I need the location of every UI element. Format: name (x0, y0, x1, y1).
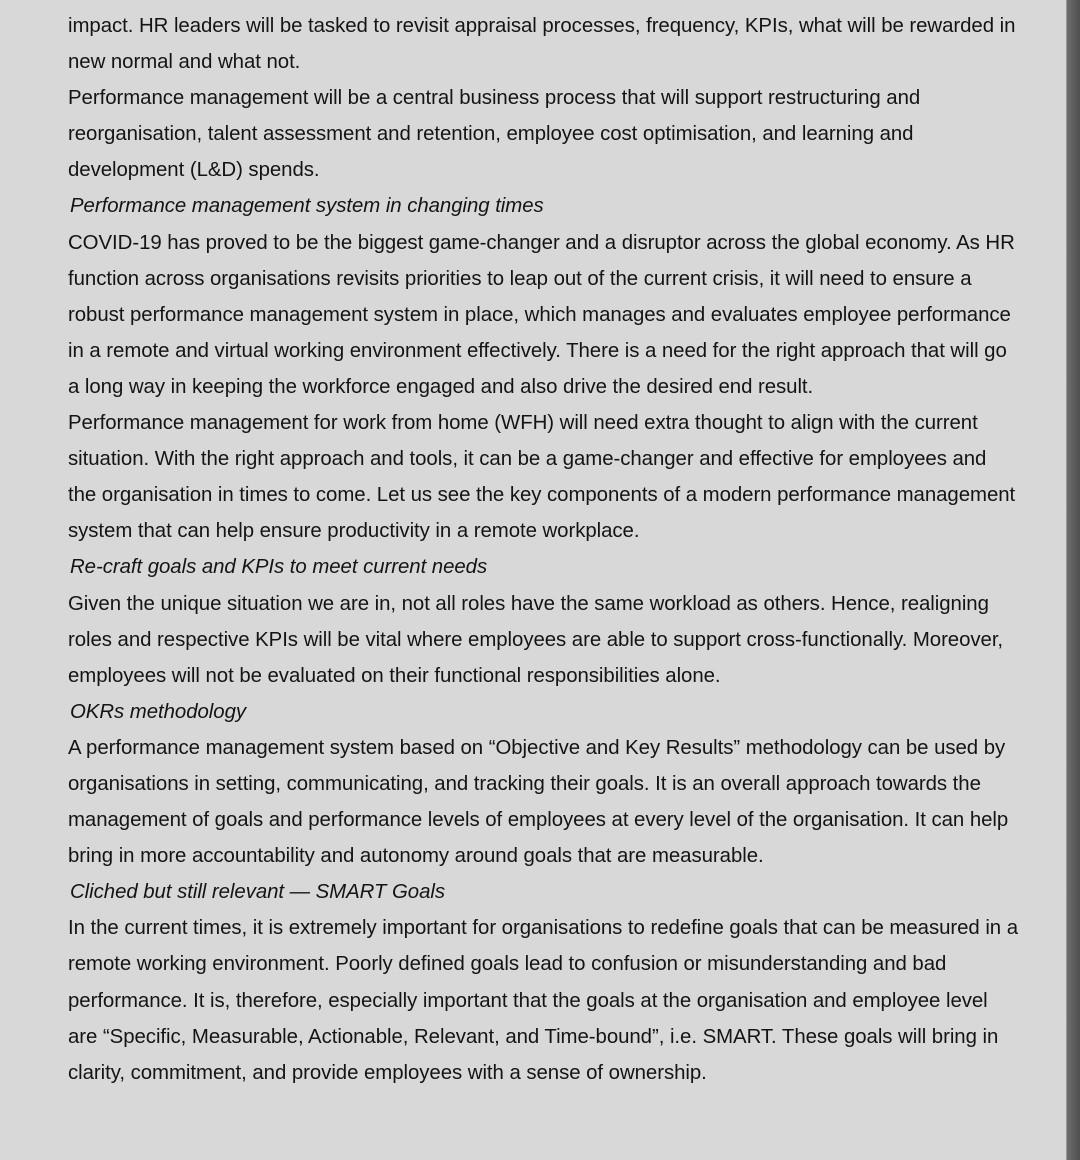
body-paragraph: In the current times, it is extremely important for organisations to redefine goals that can be measured in a remote working environment. Poorly defined goals lead to confusion or misunderstanding and bad performance. It is, therefore, especially important that the goals at the organisation and employee level are “Specific, Measurable, Actionable, Relevant, and Time-bound”, i.e. SMART. These goals will bring in clarity, commitment, and provide employees with a sense of ownership. (68, 917, 1018, 1084)
section-heading: Re-craft goals and KPIs to meet current needs (70, 556, 488, 579)
body-paragraph: A performance management system based on “Objective and Key Results” methodology can be used by organisations in setting, communicating, and tracking their goals. It is an overall approach towards the management of goals and performance levels of employees at every level of the organisation. It can help bring in more accountability and autonomy around goals that are measurable. (68, 736, 1009, 868)
body-paragraph: COVID-19 has proved to be the biggest game-changer and a disruptor across the global economy. As HR function across organisations revisits priorities to leap out of the current crisis, it will need to ensure a robust performance management system in place, which manages and evaluates employee performance in a remote and virtual working environment effectively. There is a need for the right approach that will go a long way in keeping the workforce engaged and also drive the desired end result. (68, 231, 1015, 398)
section-heading: OKRs methodology (70, 700, 247, 723)
section-heading: Cliched but still relevant — SMART Goals (70, 881, 445, 904)
body-paragraph: Given the unique situation we are in, not all roles have the same workload as others. Hence, realigning roles and respective KPIs will be vital where employees are able to support cross-functionally. Moreover, employees will not be evaluated on their functional responsibilities alone. (68, 592, 1004, 687)
body-paragraph: impact. HR leaders will be tasked to revisit appraisal processes, frequency, KPIs, what will be rewarded in new normal and what not. (68, 15, 1016, 74)
page-edge-shadow (1067, 0, 1080, 1160)
body-paragraph: Performance management for work from home (WFH) will need extra thought to align with the current situation. With the right approach and tools, it can be a game-changer and effective for employees and the organisation in times to come. Let us see the key components of a modern performance management system that can help ensure productivity in a remote workplace. (68, 412, 1016, 543)
section-heading: Performance management system in changing times (70, 195, 544, 218)
body-paragraph: Performance management will be a central business process that will support restructuring and reorganisation, talent assessment and retention, employee cost optimisation, and learning and development (L&D) spends. (68, 87, 921, 182)
document-body (68, 8, 1018, 1091)
